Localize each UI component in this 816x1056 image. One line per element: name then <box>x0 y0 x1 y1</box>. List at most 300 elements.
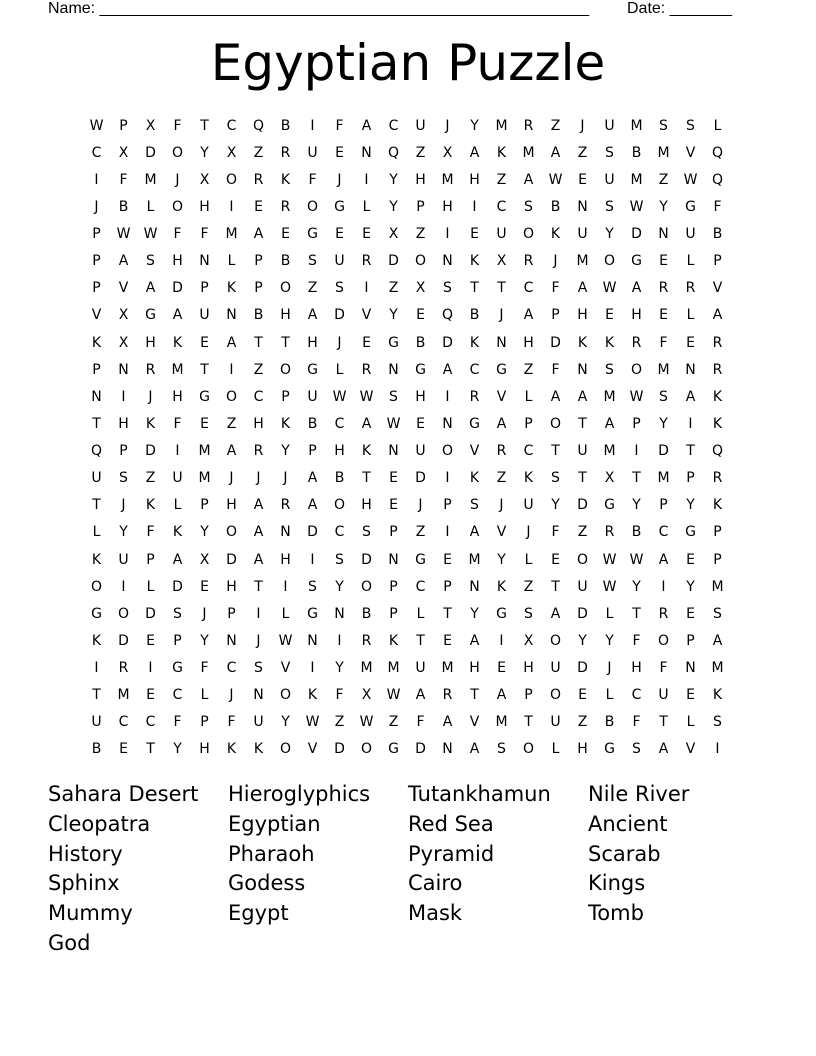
word-list-item: Scarab <box>588 841 661 866</box>
word-list-item: Cairo <box>408 871 463 896</box>
grid-letter: Q <box>711 171 724 188</box>
grid-letter: Y <box>659 415 668 432</box>
grid-letter: Q <box>90 443 103 460</box>
grid-letter: P <box>659 497 668 514</box>
grid-letter: R <box>496 443 507 460</box>
grid-letter: E <box>686 551 695 568</box>
grid-letter: H <box>631 660 642 677</box>
grid-letter: P <box>254 280 263 297</box>
grid-letter: O <box>630 361 643 378</box>
grid-letter: U <box>496 226 507 243</box>
grid-letter: T <box>416 632 425 649</box>
grid-letter: K <box>91 632 102 649</box>
grid-letter: I <box>364 280 369 297</box>
grid-letter: F <box>119 171 128 188</box>
grid-letter: I <box>94 171 99 188</box>
grid-letter: A <box>658 551 669 568</box>
grid-letter: N <box>226 307 237 324</box>
grid-letter: Y <box>281 714 290 731</box>
grid-letter: R <box>280 497 291 514</box>
grid-letter: H <box>280 307 291 324</box>
grid-letter: S <box>551 470 560 487</box>
grid-letter: P <box>227 605 236 622</box>
grid-letter: J <box>148 388 153 405</box>
grid-letter: Y <box>389 198 398 215</box>
grid-letter: Y <box>470 605 479 622</box>
word-list-item: Tutankhamun <box>408 782 551 806</box>
grid-letter: J <box>526 524 531 541</box>
grid-letter: P <box>389 524 398 541</box>
grid-letter: Z <box>145 470 156 487</box>
grid-letter: V <box>280 660 291 677</box>
date-field-label: Date: _______ <box>627 0 732 17</box>
grid-letter: D <box>577 605 588 622</box>
grid-letter: A <box>253 226 264 243</box>
grid-letter: O <box>522 741 535 758</box>
grid-letter: V <box>307 741 318 758</box>
grid-letter: H <box>415 171 426 188</box>
grid-letter: G <box>145 307 156 324</box>
grid-letter: L <box>686 307 695 324</box>
grid-letter: Y <box>335 578 344 595</box>
grid-letter: K <box>145 497 156 514</box>
grid-letter: U <box>658 687 669 704</box>
grid-letter: A <box>172 551 183 568</box>
grid-letter: Y <box>389 171 398 188</box>
grid-letter: K <box>523 470 534 487</box>
grid-letter: N <box>91 388 102 405</box>
header-line <box>48 0 748 22</box>
grid-letter: U <box>577 443 588 460</box>
grid-letter: E <box>416 307 425 324</box>
grid-letter: K <box>253 741 264 758</box>
grid-letter: E <box>200 334 209 351</box>
grid-letter: Z <box>577 524 588 541</box>
grid-letter: M <box>630 117 643 134</box>
grid-letter: Z <box>334 714 345 731</box>
grid-letter: J <box>607 660 612 677</box>
grid-letter: E <box>335 144 344 161</box>
grid-letter: U <box>253 714 264 731</box>
grid-letter: M <box>711 578 724 595</box>
grid-letter: Z <box>658 171 669 188</box>
grid-letter: H <box>226 578 237 595</box>
grid-letter: M <box>657 361 670 378</box>
grid-letter: H <box>523 334 534 351</box>
grid-letter: B <box>253 307 264 324</box>
grid-letter: H <box>577 741 588 758</box>
grid-letter: K <box>91 334 102 351</box>
grid-letter: T <box>254 578 263 595</box>
grid-letter: V <box>685 741 696 758</box>
grid-letter: F <box>551 361 560 378</box>
grid-letter: G <box>91 605 102 622</box>
grid-letter: I <box>337 632 342 649</box>
grid-letter: U <box>91 714 102 731</box>
grid-letter: A <box>577 280 588 297</box>
grid-letter: J <box>121 497 126 514</box>
grid-letter: O <box>414 253 427 270</box>
grid-letter: E <box>146 687 155 704</box>
grid-letter: O <box>306 198 319 215</box>
grid-letter: D <box>442 334 453 351</box>
grid-letter: N <box>442 253 453 270</box>
grid-letter: K <box>604 334 615 351</box>
grid-letter: X <box>523 632 534 649</box>
grid-letter: T <box>146 741 155 758</box>
grid-letter: O <box>279 280 292 297</box>
grid-letter: S <box>362 524 371 541</box>
grid-letter: B <box>604 714 615 731</box>
grid-letter: U <box>172 470 183 487</box>
grid-letter: T <box>200 117 209 134</box>
grid-letter: E <box>389 497 398 514</box>
grid-letter: A <box>469 144 480 161</box>
grid-letter: H <box>199 198 210 215</box>
grid-letter: N <box>253 687 264 704</box>
grid-letter: C <box>118 714 129 731</box>
grid-letter: U <box>199 307 210 324</box>
grid-letter: E <box>686 687 695 704</box>
grid-letter: D <box>577 660 588 677</box>
grid-letter: H <box>145 334 156 351</box>
grid-letter: S <box>659 388 668 405</box>
grid-letter: W <box>305 714 320 731</box>
grid-letter: R <box>469 388 480 405</box>
grid-letter: B <box>415 334 426 351</box>
grid-letter: T <box>362 470 371 487</box>
grid-letter: E <box>443 551 452 568</box>
grid-letter: U <box>307 144 318 161</box>
grid-letter: I <box>445 226 450 243</box>
grid-letter: J <box>418 497 423 514</box>
grid-letter: U <box>334 253 345 270</box>
grid-letter: D <box>334 307 345 324</box>
grid-letter: A <box>442 361 453 378</box>
grid-letter: E <box>281 226 290 243</box>
grid-letter: K <box>469 470 480 487</box>
grid-letter: S <box>173 605 182 622</box>
grid-letter: S <box>659 117 668 134</box>
grid-letter: T <box>200 361 209 378</box>
grid-letter: I <box>472 198 477 215</box>
grid-letter: C <box>334 415 345 432</box>
grid-letter: E <box>200 578 209 595</box>
grid-letter: G <box>307 605 318 622</box>
grid-letter: V <box>361 307 372 324</box>
grid-letter: N <box>280 524 291 541</box>
grid-letter: K <box>577 334 588 351</box>
grid-letter: Z <box>550 117 561 134</box>
grid-letter: V <box>712 280 723 297</box>
grid-letter: I <box>445 388 450 405</box>
grid-letter: S <box>389 388 398 405</box>
grid-letter: K <box>712 388 723 405</box>
grid-letter: W <box>602 551 617 568</box>
grid-letter: Y <box>551 497 560 514</box>
grid-letter: M <box>576 253 589 270</box>
word-list-item: Pharaoh <box>228 841 315 866</box>
grid-letter: L <box>524 551 533 568</box>
grid-letter: Z <box>253 361 264 378</box>
grid-letter: V <box>469 443 480 460</box>
grid-letter: N <box>577 361 588 378</box>
grid-letter: D <box>577 497 588 514</box>
grid-letter: P <box>200 714 209 731</box>
grid-letter: G <box>172 660 183 677</box>
grid-letter: T <box>281 334 290 351</box>
grid-letter: U <box>415 117 426 134</box>
grid-letter: Z <box>496 470 507 487</box>
grid-letter: W <box>143 226 158 243</box>
word-list-item: Cleopatra <box>48 811 151 836</box>
grid-letter: O <box>279 687 292 704</box>
grid-letter: T <box>659 714 668 731</box>
word-list-item: Ancient <box>588 811 668 836</box>
grid-letter: A <box>469 524 480 541</box>
grid-letter: D <box>226 551 237 568</box>
grid-letter: Y <box>605 226 614 243</box>
grid-letter: U <box>307 388 318 405</box>
grid-letter: A <box>361 117 372 134</box>
grid-letter: I <box>715 741 720 758</box>
grid-letter: J <box>256 632 261 649</box>
grid-letter: Z <box>253 144 264 161</box>
grid-letter: W <box>629 551 644 568</box>
grid-letter: K <box>91 551 102 568</box>
grid-letter: J <box>445 117 450 134</box>
grid-letter: I <box>445 524 450 541</box>
grid-letter: Z <box>226 415 237 432</box>
grid-letter: O <box>225 171 238 188</box>
grid-letter: O <box>117 605 130 622</box>
grid-letter: A <box>226 334 237 351</box>
grid-letter: T <box>551 578 560 595</box>
grid-letter: E <box>659 307 668 324</box>
grid-letter: T <box>578 415 587 432</box>
grid-letter: U <box>604 117 615 134</box>
grid-letter: H <box>280 551 291 568</box>
grid-letter: A <box>658 741 669 758</box>
grid-letter: E <box>605 307 614 324</box>
grid-letter: Y <box>659 198 668 215</box>
grid-letter: T <box>92 415 101 432</box>
grid-letter: A <box>712 307 723 324</box>
grid-letter: R <box>280 198 291 215</box>
grid-letter: P <box>686 632 695 649</box>
grid-letter: D <box>145 605 156 622</box>
grid-letter: T <box>632 470 641 487</box>
grid-letter: G <box>334 198 345 215</box>
grid-letter: S <box>605 361 614 378</box>
grid-letter: R <box>658 280 669 297</box>
grid-letter: G <box>631 253 642 270</box>
grid-letter: I <box>256 605 261 622</box>
grid-letter: R <box>523 253 534 270</box>
grid-letter: F <box>227 714 236 731</box>
grid-letter: A <box>307 307 318 324</box>
grid-letter: V <box>496 388 507 405</box>
letter-grid <box>83 112 731 763</box>
grid-letter: A <box>415 687 426 704</box>
grid-letter: Y <box>497 551 506 568</box>
word-list-item: Mask <box>408 901 463 926</box>
grid-letter: H <box>361 497 372 514</box>
grid-letter: K <box>550 226 561 243</box>
grid-letter: Z <box>577 144 588 161</box>
grid-letter: D <box>415 741 426 758</box>
grid-letter: U <box>577 226 588 243</box>
grid-letter: O <box>225 524 238 541</box>
grid-letter: A <box>253 497 264 514</box>
grid-letter: Q <box>441 307 454 324</box>
grid-letter: A <box>118 253 129 270</box>
grid-letter: F <box>173 117 182 134</box>
grid-letter: M <box>495 714 508 731</box>
grid-letter: H <box>523 660 534 677</box>
grid-letter: X <box>388 226 399 243</box>
grid-letter: M <box>171 361 184 378</box>
grid-letter: D <box>550 334 561 351</box>
grid-letter: N <box>388 551 399 568</box>
word-list-item: Pyramid <box>408 841 495 866</box>
grid-letter: T <box>551 443 560 460</box>
grid-letter: H <box>172 253 183 270</box>
grid-letter: O <box>549 687 562 704</box>
grid-letter: P <box>713 551 722 568</box>
grid-letter: M <box>441 660 454 677</box>
grid-letter: I <box>310 551 315 568</box>
grid-letter: G <box>496 361 507 378</box>
grid-letter: S <box>524 198 533 215</box>
grid-letter: Z <box>523 578 534 595</box>
grid-letter: K <box>496 144 507 161</box>
grid-letter: O <box>657 632 670 649</box>
grid-letter: K <box>388 632 399 649</box>
grid-letter: D <box>658 443 669 460</box>
grid-letter: P <box>443 497 452 514</box>
grid-letter: N <box>118 361 129 378</box>
grid-letter: R <box>253 443 264 460</box>
grid-letter: I <box>121 388 126 405</box>
grid-letter: E <box>362 226 371 243</box>
grid-letter: V <box>685 144 696 161</box>
grid-letter: E <box>443 632 452 649</box>
grid-letter: H <box>118 415 129 432</box>
grid-letter: M <box>522 144 535 161</box>
grid-letter: P <box>551 307 560 324</box>
grid-letter: B <box>361 605 372 622</box>
grid-letter: O <box>279 361 292 378</box>
grid-letter: T <box>470 280 479 297</box>
grid-letter: L <box>686 714 695 731</box>
word-list-item: Kings <box>588 871 646 896</box>
grid-letter: M <box>360 660 373 677</box>
grid-letter: I <box>499 632 504 649</box>
grid-letter: O <box>90 578 103 595</box>
grid-letter: D <box>415 470 426 487</box>
grid-letter: D <box>172 280 183 297</box>
grid-letter: G <box>307 361 318 378</box>
grid-letter: T <box>92 497 101 514</box>
grid-letter: C <box>496 198 507 215</box>
grid-letter: O <box>603 253 616 270</box>
grid-letter: Z <box>496 171 507 188</box>
grid-letter: C <box>388 117 399 134</box>
grid-letter: Q <box>387 144 400 161</box>
grid-letter: P <box>92 361 101 378</box>
grid-letter: O <box>279 741 292 758</box>
grid-letter: P <box>443 578 452 595</box>
grid-letter: G <box>307 226 318 243</box>
grid-letter: E <box>119 741 128 758</box>
grid-letter: X <box>118 144 129 161</box>
grid-letter: I <box>688 415 693 432</box>
grid-letter: K <box>712 497 723 514</box>
grid-letter: B <box>631 524 642 541</box>
grid-letter: J <box>337 334 342 351</box>
grid-letter: D <box>145 443 156 460</box>
grid-letter: A <box>631 280 642 297</box>
grid-letter: Y <box>200 632 209 649</box>
grid-letter: Z <box>415 226 426 243</box>
word-list-item: Mummy <box>48 901 133 926</box>
grid-letter: U <box>415 443 426 460</box>
grid-letter: U <box>91 470 102 487</box>
grid-letter: N <box>334 605 345 622</box>
grid-letter: L <box>416 605 425 622</box>
grid-letter: W <box>332 388 347 405</box>
grid-letter: A <box>496 415 507 432</box>
grid-letter: Y <box>578 632 587 649</box>
grid-letter: A <box>145 280 156 297</box>
grid-letter: A <box>496 687 507 704</box>
grid-letter: Z <box>523 361 534 378</box>
grid-letter: Y <box>281 443 290 460</box>
grid-letter: J <box>580 117 585 134</box>
grid-letter: M <box>468 551 481 568</box>
grid-letter: O <box>360 741 373 758</box>
word-list-item: Egyptian <box>228 811 321 836</box>
grid-letter: A <box>442 714 453 731</box>
grid-letter: H <box>469 171 480 188</box>
grid-letter: U <box>550 714 561 731</box>
grid-letter: P <box>713 253 722 270</box>
grid-letter: W <box>359 714 374 731</box>
grid-letter: V <box>496 524 507 541</box>
grid-letter: J <box>175 171 180 188</box>
grid-letter: W <box>602 280 617 297</box>
grid-letter: T <box>470 687 479 704</box>
grid-letter: G <box>388 741 399 758</box>
grid-letter: Z <box>415 144 426 161</box>
grid-letter: W <box>359 388 374 405</box>
grid-letter: S <box>470 497 479 514</box>
grid-letter: N <box>199 253 210 270</box>
grid-letter: M <box>225 226 238 243</box>
grid-letter: M <box>657 470 670 487</box>
grid-letter: Z <box>307 280 318 297</box>
grid-letter: L <box>227 253 236 270</box>
grid-letter: W <box>629 388 644 405</box>
grid-letter: L <box>200 687 209 704</box>
grid-letter: W <box>116 226 131 243</box>
grid-letter: V <box>118 280 129 297</box>
grid-letter: U <box>685 226 696 243</box>
grid-letter: U <box>523 497 534 514</box>
grid-letter: B <box>712 226 723 243</box>
grid-letter: F <box>308 171 317 188</box>
